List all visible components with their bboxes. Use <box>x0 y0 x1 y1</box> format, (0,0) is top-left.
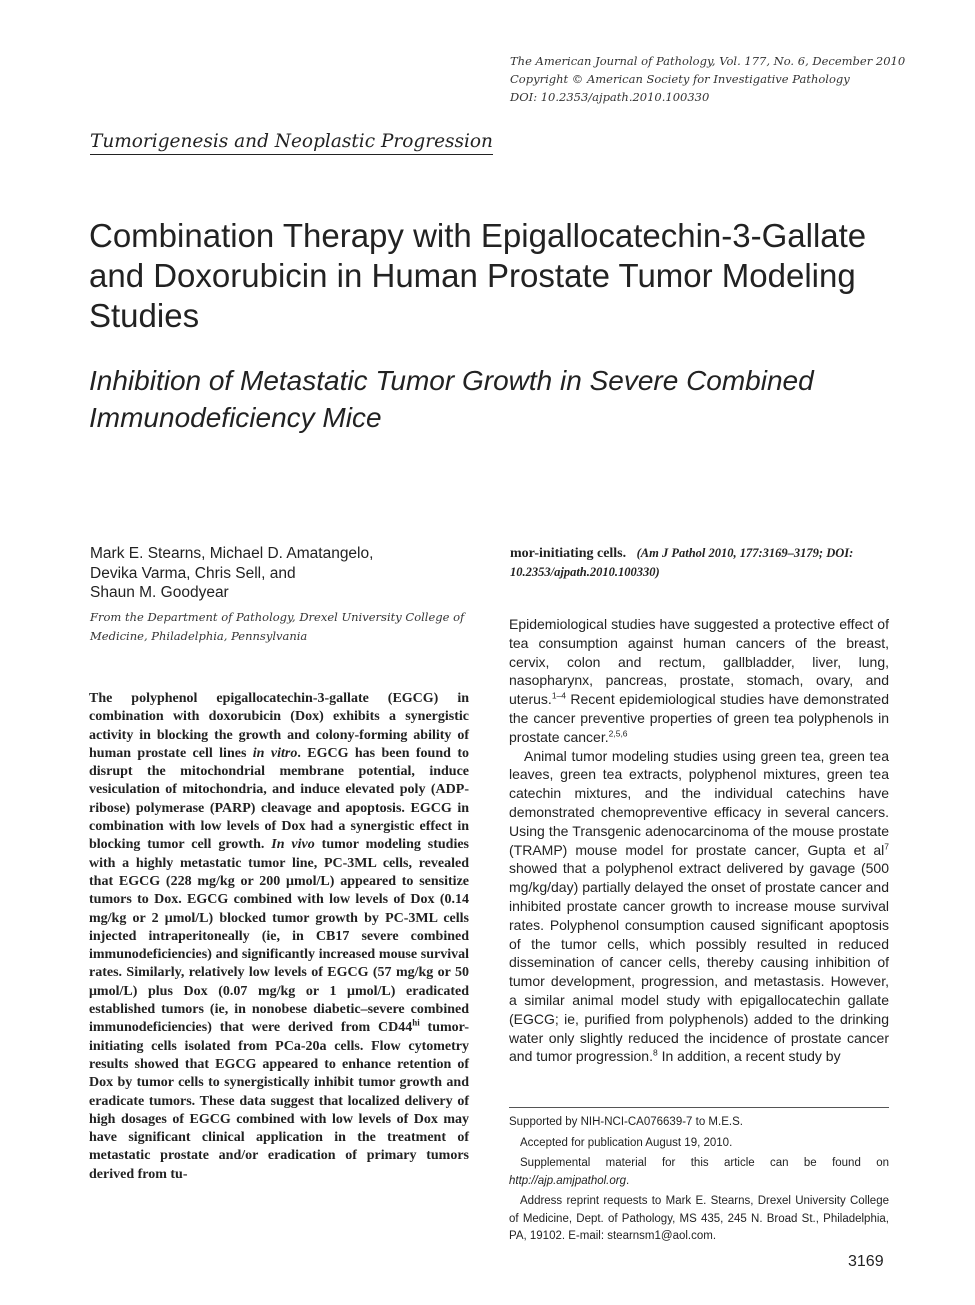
footnote-support: Supported by NIH-NCI-CA076639-7 to M.E.S. <box>509 1116 743 1128</box>
footnotes <box>509 1114 889 1249</box>
footnote-supplemental-text: Supplemental material for this article can be found on <box>520 1157 889 1169</box>
body-text-span: Recent epidemiological studies have demonstrated the cancer preventive properties of green tea polyphenols in prostate cancer. <box>509 691 889 745</box>
article-subtitle: Inhibition of Metastatic Tumor Growth in Severe Combined Immunodeficiency Mice <box>89 365 814 433</box>
abstract-continuation <box>510 544 890 583</box>
abstract-continuation-text: mor-initiating cells. <box>510 546 627 561</box>
body-text-span: Animal tumor modeling studies using green tea, green tea leaves, green tea extracts, polyphenol mixtures, green tea catechin mixtures, and the individual catechins have demonstrated chemopreventive efficacy in several cancers. Using the Transgenic adenocarcinoma of the mouse prostate (TRAMP) mouse model for prostate cancer, Gupta et al <box>509 747 889 858</box>
body-text-span: Epidemiological studies have suggested a protective effect of tea consumption against human cancers of the breast, cervix, colon and rectum, gallbladder, liver, lung, nasopharynx, pancreas, prostate, stomach, ovary, and uterus. <box>509 616 889 708</box>
footnote-supplemental <box>509 1155 889 1190</box>
citation-superscript: 1–4 <box>551 690 566 701</box>
footnote-divider <box>509 1107 889 1108</box>
author-list <box>90 544 490 603</box>
abstract-text-1: The polyphenol epigallocatechin-3-gallate (EGCG) in combination with doxorubicin (Dox) exhibits a synergistic activity in blocking the growth and colony-forming ability of human prostate cell lines <box>89 691 469 761</box>
abstract-italic-in-vitro: in vitro <box>252 745 298 761</box>
doi-line: DOI: 10.2353/ajpath.2010.100330 <box>510 90 710 104</box>
citation-superscript: 7 <box>884 840 889 851</box>
body-text <box>509 615 889 1066</box>
abstract-citation: (Am J Pathol 2010, 177:3169–3179; DOI: 10.2353/ajpath.2010.100330) <box>510 546 854 580</box>
body-text-span: In addition, a recent study by <box>657 1048 841 1065</box>
body-paragraph <box>509 747 889 1067</box>
copyright-line: Copyright © American Society for Investigative Pathology <box>510 72 850 86</box>
page-number: 3169 <box>848 1253 884 1270</box>
author-line-3: Shaun M. Goodyear <box>90 584 229 601</box>
body-text-span: showed that a polyphenol extract delivered by gavage (500 mg/kg/day) partially delayed the onset of prostate cancer and inhibited prostate cancer growth to increase mouse survival rates. Polyphenol consumption caused significant apoptosis of the tumor cells, which possibly resulted in reduced dissemination of cancer cells, thereby causing inhibition of tumor development, progression, and metastasis. However, a similar animal model study with epigallocatechin gallate (EGCG; ie, purified from polyphenols) added to the drinking water only slightly reduced the incidence of prostate cancer and tumor progression. <box>509 860 889 1065</box>
section-heading: Tumorigenesis and Neoplastic Progression <box>90 131 493 155</box>
footnote-supplemental-end: . <box>626 1174 630 1187</box>
author-line-1: Mark E. Stearns, Michael D. Amatangelo, <box>90 545 374 562</box>
footnote-reprint: Address reprint requests to Mark E. Stearns, Drexel University College of Medicine, Dept. of Pathology, MS 435, 245 N. Broad St., Philadelphia, PA, 19102. E-mail: stearnsm1@aol.com. <box>509 1195 889 1242</box>
affiliation: From the Department of Pathology, Drexel University College of Medicine, Philadelphia, Pennsylvania <box>90 610 465 643</box>
body-paragraph <box>509 615 889 747</box>
journal-citation: The American Journal of Pathology, Vol. 177, No. 6, December 2010 <box>510 54 906 68</box>
supplemental-link[interactable]: http://ajp.amjpathol.org <box>509 1174 626 1187</box>
abstract-italic-in-vivo: In vivo <box>271 837 315 853</box>
abstract-superscript: hi <box>412 1017 420 1028</box>
article-title: Combination Therapy with Epigallocatechin-3-Gallate and Doxorubicin in Human Prostate Tumor Modeling Studies <box>89 217 867 334</box>
footnote-accepted: Accepted for publication August 19, 2010. <box>520 1136 733 1149</box>
abstract-text-2: . EGCG has been found to disrupt the mitochondrial membrane potential, induce vesiculation of mitochondria, and induce elevated poly (ADP-ribose) polymerase (PARP) cleavage and apoptosis. EGCG in combination with low levels of Dox had a synergistic effect in blocking tumor cell growth. <box>89 745 469 853</box>
citation-superscript: 8 <box>652 1047 658 1058</box>
journal-header <box>510 52 930 106</box>
citation-superscript: 2,5,6 <box>608 728 628 739</box>
abstract-text-3: tumor modeling studies with a highly metastatic tumor line, PC-3ML cells, revealed that EGCG (228 mg/kg or 200 μmol/L) appeared to sensitize tumors to Dox. EGCG combined with low levels of Dox (0.14 mg/kg or 2 μmol/L) blocked tumor growth by PC-3ML cells injected intraperitoneally (ie, in CB17 severe combined immunodeficiencies) and significantly increased mouse survival rates. Similarly, relatively low levels of EGCG (57 mg/kg or 50 μmol/L) plus Dox (0.07 mg/kg or 1 μmol/L) eradicated established tumors (ie, in nonobese diabetic–severe combined immunodeficiencies) that were derived from CD44 <box>89 837 469 1036</box>
author-line-2: Devika Varma, Chris Sell, and <box>90 564 296 582</box>
abstract <box>89 690 469 1184</box>
abstract-text-4: tumor-initiating cells isolated from PCa-20a cells. Flow cytometry results showed that EGCG appeared to enhance retention of Dox by tumor cells to synergistically inhibit tumor growth and eradicate tumors. These data suggest that localized delivery of high dosages of EGCG combined with low levels of Dox may have significant clinical application in the treatment of metastatic prostate and/or eradication of primary tumors derived from tu- <box>89 1020 470 1182</box>
